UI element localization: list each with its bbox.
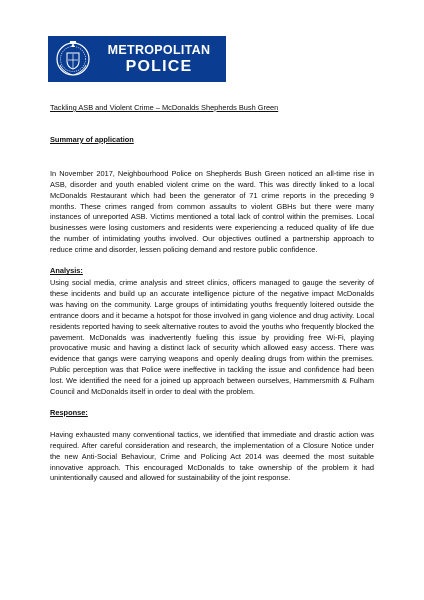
summary-paragraph: In November 2017, Neighbourhood Police on Shepherds Bush Green noticed an all-time rise in ASB, disorder and youth enabled violent crime on the ward. This was directly linked to a local McDonalds Restaurant which had been the generator of 71 crime reports in the preceding 9 months. These crimes ranged from common assaults to violent GBHs but there were many instances of unreported ASB. Victims mentioned a total lack of control within the premises. Local businesses were losing customers and residents were experiencing a reduced quality of life due the number of intimidating youths involved. Our objectives outlined a partnership approach to reduce crime and disorder, lessen policing demand and restore public confidence.: [50, 168, 374, 255]
response-heading: Response:: [50, 407, 88, 417]
metropolitan-police-crest-icon: [54, 39, 92, 79]
logo-line-2: POLICE: [125, 57, 193, 75]
analysis-paragraph: Using social media, crime analysis and street clinics, officers managed to gauge the severity of these incidents and build up an accurate intelligence picture of the negative impact McDonalds was having on the community. Large groups of intimidating youths frequently loitered outside the entrance doors and it became a hotspot for those involved in gang violence and drug activity. Local residents reported having to seek alternative routes to avoid the youths who frequently blocked the pavement. McDonalds was inadvertently fueling this issue by providing free Wi-Fi, playing provocative music and having a distinct lack of security which allowed easy access. There was evidence that gangs were carrying weapons and openly dealing drugs from within the premises. Public perception was that Police were ineffective in tackling the issue and confidence had been lost. We identified the need for a joined up approach between ourselves, Hammersmith & Fulham Council and McDonalds itself in order to deal with the problem.: [50, 277, 374, 397]
logo-wordmark: [92, 43, 226, 76]
logo-line-1: METROPOLITAN: [107, 42, 211, 57]
document-title: Tackling ASB and Violent Crime – McDonalds Shepherds Bush Green: [50, 103, 279, 112]
summary-heading: Summary of application: [50, 134, 134, 144]
met-police-logo: [48, 36, 226, 82]
analysis-heading: Analysis:: [50, 266, 83, 276]
response-paragraph: Having exhausted many conventional tactics, we identified that immediate and drastic action was required. After careful consideration and research, the implementation of a Closure Notice under the new Anti-Social Behaviour, Crime and Policing Act 2014 was deemed the most suitable innovative approach. This encouraged McDonalds to take ownership of the problem it had unintentionally caused and allowed for sustainability of the joint response.: [50, 429, 374, 483]
document-body: [50, 103, 374, 484]
